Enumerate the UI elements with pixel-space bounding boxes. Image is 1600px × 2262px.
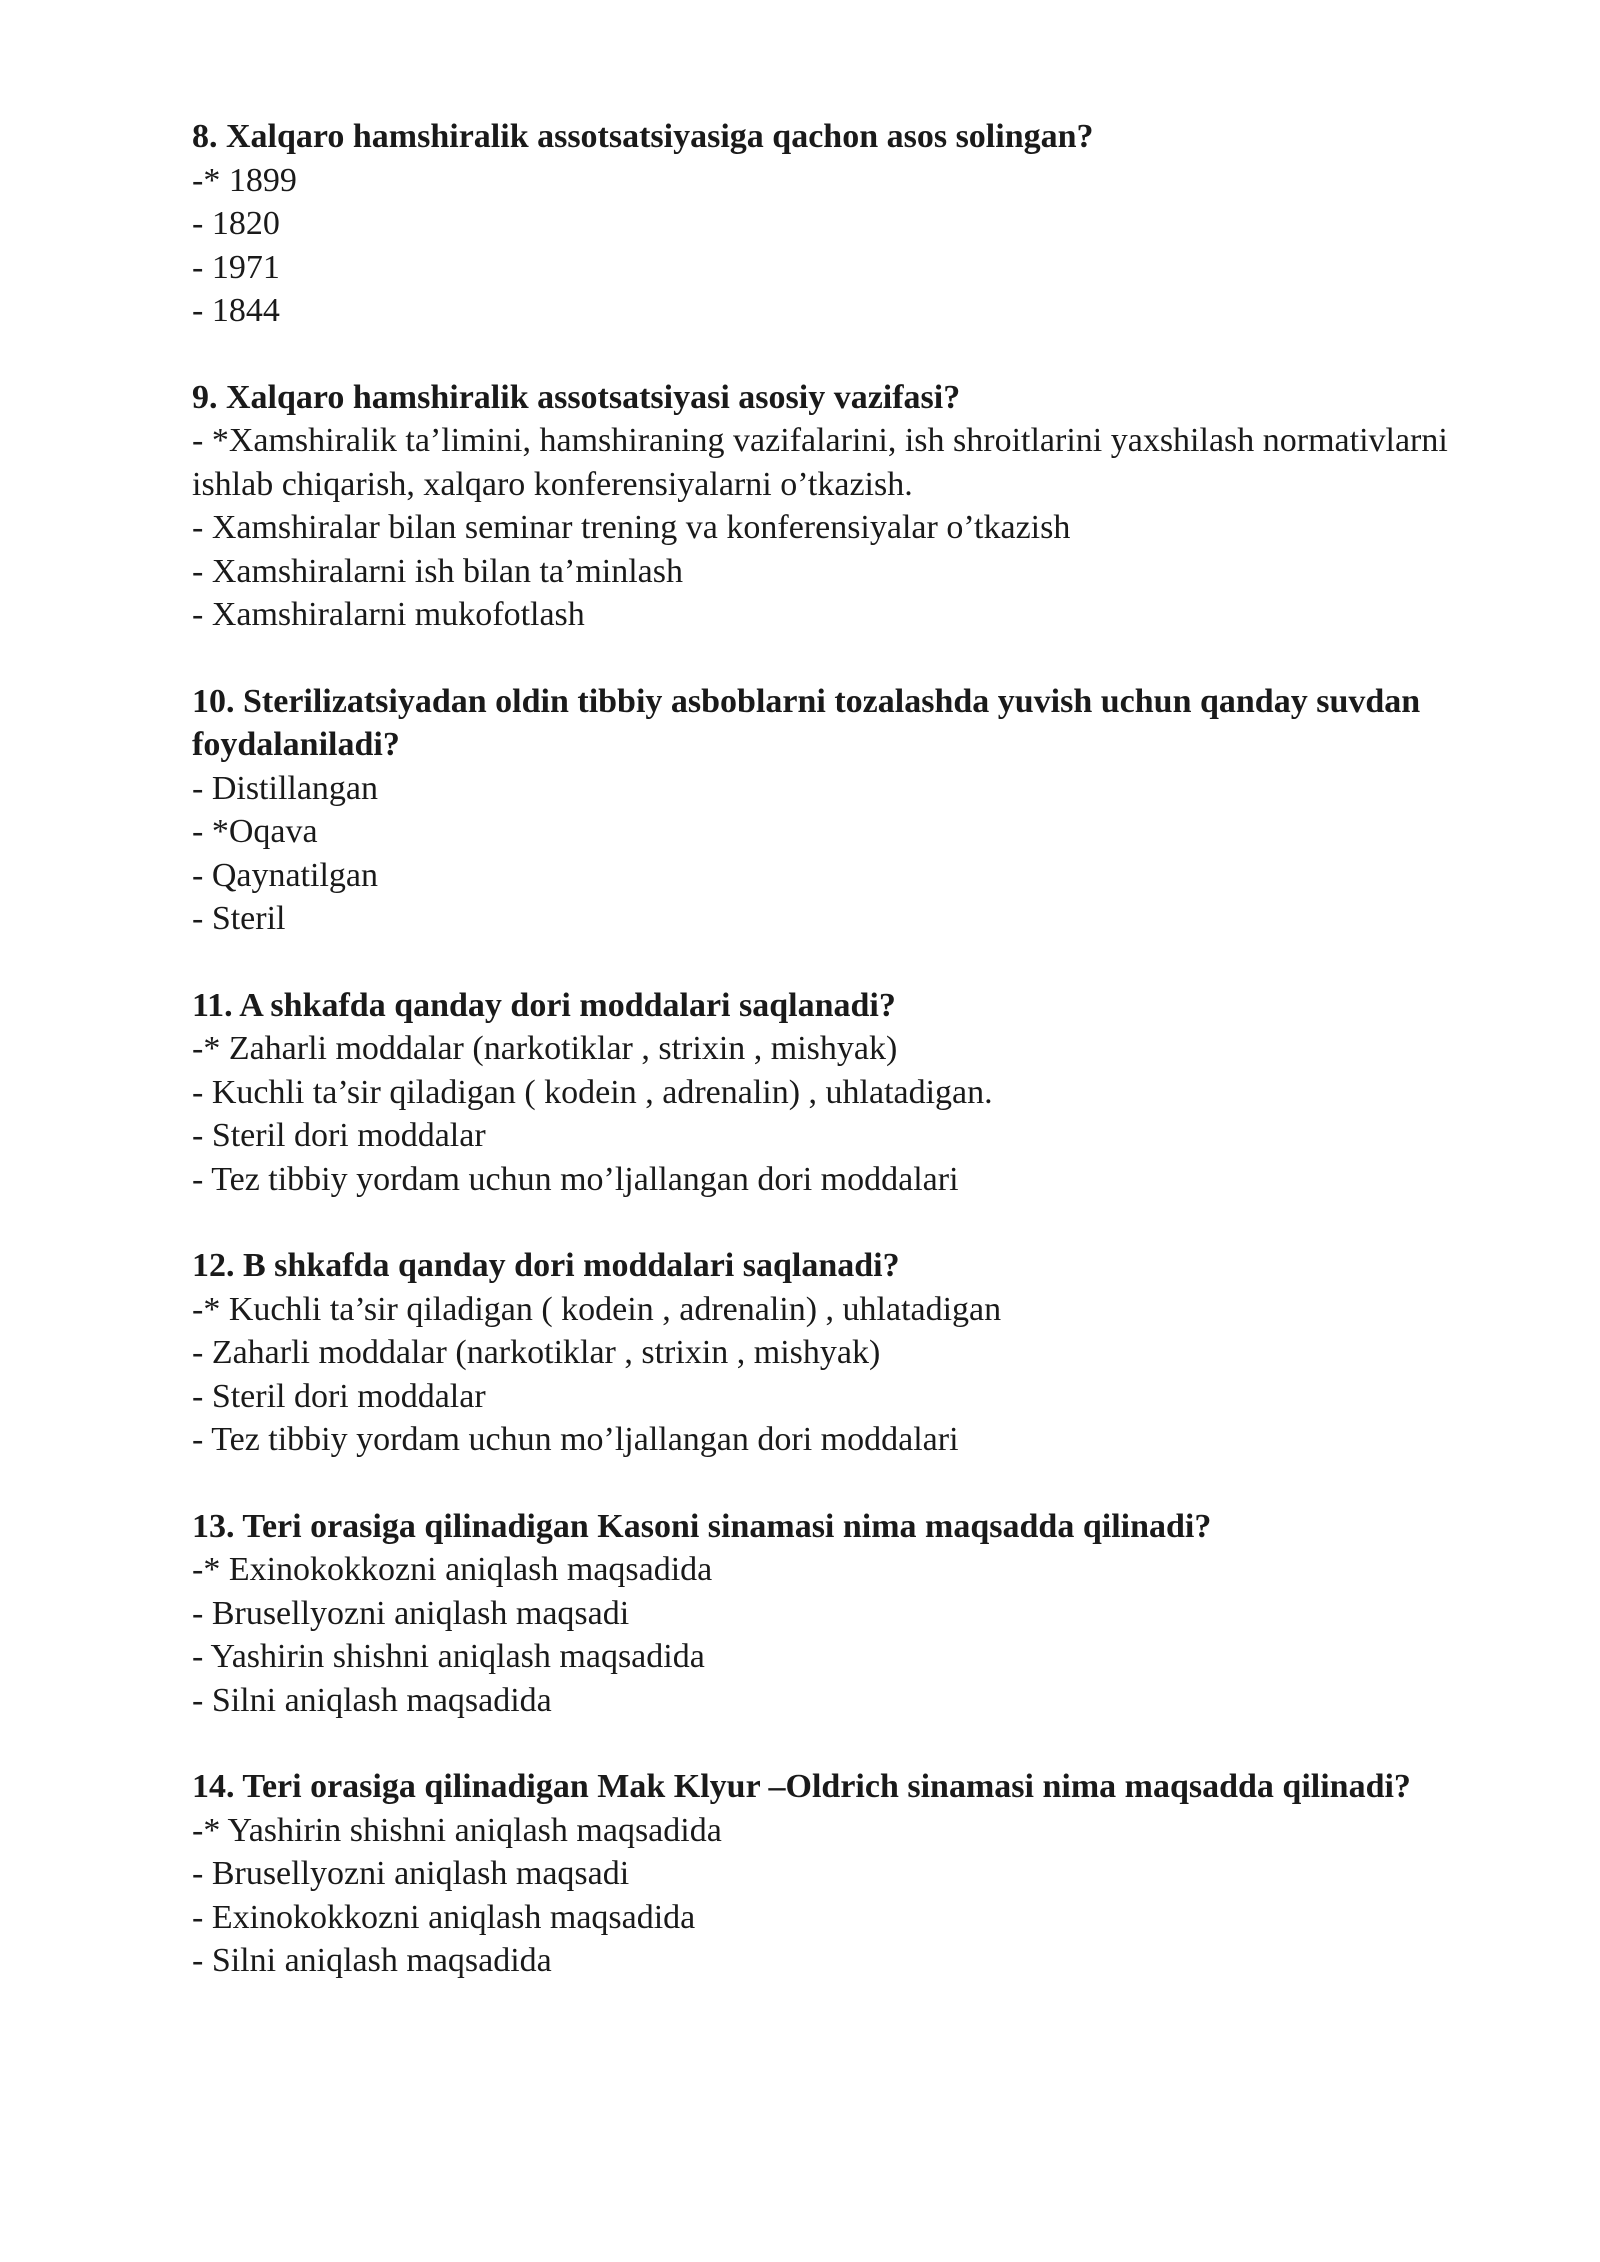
answer-options: [192, 1288, 1452, 1462]
answer-options: [192, 419, 1452, 637]
answer-option: - Tez tibbiy yordam uchun mo’ljallangan dori moddalari: [192, 1160, 959, 1198]
answer-option: - 1820: [192, 205, 280, 242]
answer-options: [192, 1809, 1452, 1983]
answer-option: - Steril dori moddalar: [192, 1377, 486, 1415]
answer-option: - Silni aniqlash maqsadida: [192, 1681, 552, 1719]
answer-option: - Kuchli ta’sir qiladigan ( kodein , adrenalin) , uhlatadigan.: [192, 1073, 993, 1111]
document-page: [192, 115, 1452, 1983]
answer-option: - Zaharli moddalar (narkotiklar , strixin , mishyak): [192, 1334, 881, 1371]
answer-option: - Steril dori moddalar: [192, 1117, 486, 1154]
answer-option: -* Exinokokkozni aniqlash maqsadida: [192, 1551, 713, 1588]
answer-options: [192, 1027, 1452, 1201]
answer-option: - Exinokokkozni aniqlash maqsadida: [192, 1898, 696, 1936]
answer-option: - Silni aniqlash maqsadida: [192, 1942, 552, 1979]
answer-option: - Xamshiralarni mukofotlash: [192, 596, 585, 633]
question-13: [192, 1505, 1452, 1723]
question-title: 12. B shkafda qanday dori moddalari saqlanadi?: [192, 1247, 900, 1284]
answer-options: [192, 159, 1452, 333]
question-title: 9. Xalqaro hamshiralik assotsatsiyasi asosiy vazifasi?: [192, 378, 961, 416]
question-9: [192, 376, 1452, 637]
answer-option: - Brusellyozni aniqlash maqsadi: [192, 1855, 630, 1892]
answer-option: - 1844: [192, 292, 280, 329]
answer-option: -* Zaharli moddalar (narkotiklar , strixin , mishyak): [192, 1030, 898, 1067]
answer-option: - Brusellyozni aniqlash maqsadi: [192, 1594, 630, 1632]
answer-option: - Xamshiralarni ish bilan ta’minlash: [192, 552, 683, 590]
answer-option: - 1971: [192, 248, 280, 286]
answer-options: [192, 767, 1452, 941]
answer-option: -* 1899: [192, 161, 297, 199]
answer-option: -* Kuchli ta’sir qiladigan ( kodein , adrenalin) , uhlatadigan: [192, 1290, 1002, 1328]
question-10: [192, 680, 1452, 941]
question-title: 11. A shkafda qanday dori moddalari saqlanadi?: [192, 986, 896, 1024]
question-title: 8. Xalqaro hamshiralik assotsatsiyasiga qachon asos solingan?: [192, 118, 1094, 155]
answer-option: - Tez tibbiy yordam uchun mo’ljallangan dori moddalari: [192, 1421, 959, 1458]
question-14: [192, 1765, 1452, 1983]
question-8: [192, 115, 1452, 333]
answer-option: -* Yashirin shishni aniqlash maqsadida: [192, 1811, 722, 1849]
question-title: 14. Teri orasiga qilinadigan Mak Klyur –Oldrich sinamasi nima maqsadda qilinadi?: [192, 1768, 1411, 1805]
question-11: [192, 984, 1452, 1202]
question-title: 10. Sterilizatsiyadan oldin tibbiy asboblarni tozalashda yuvish uchun qanday suvdan foydalaniladi?: [192, 682, 1421, 763]
question-title: 13. Teri orasiga qilinadigan Kasoni sinamasi nima maqsadda qilinadi?: [192, 1507, 1212, 1545]
answer-option: - *Xamshiralik ta’limini, hamshiraning vazifalarini, ish shroitlarini yaxshilash normativlarni ishlab chiqarish, xalqaro konferensiyalarni o’tkazish.: [192, 422, 1448, 503]
answer-option: - Yashirin shishni aniqlash maqsadida: [192, 1638, 705, 1675]
answer-option: - Steril: [192, 900, 286, 937]
answer-options: [192, 1548, 1452, 1722]
question-12: [192, 1244, 1452, 1462]
answer-option: - Xamshiralar bilan seminar trening va konferensiyalar o’tkazish: [192, 509, 1071, 546]
answer-option: - Qaynatilgan: [192, 856, 378, 894]
answer-option: - Distillangan: [192, 769, 379, 807]
answer-option: - *Oqava: [192, 813, 318, 850]
